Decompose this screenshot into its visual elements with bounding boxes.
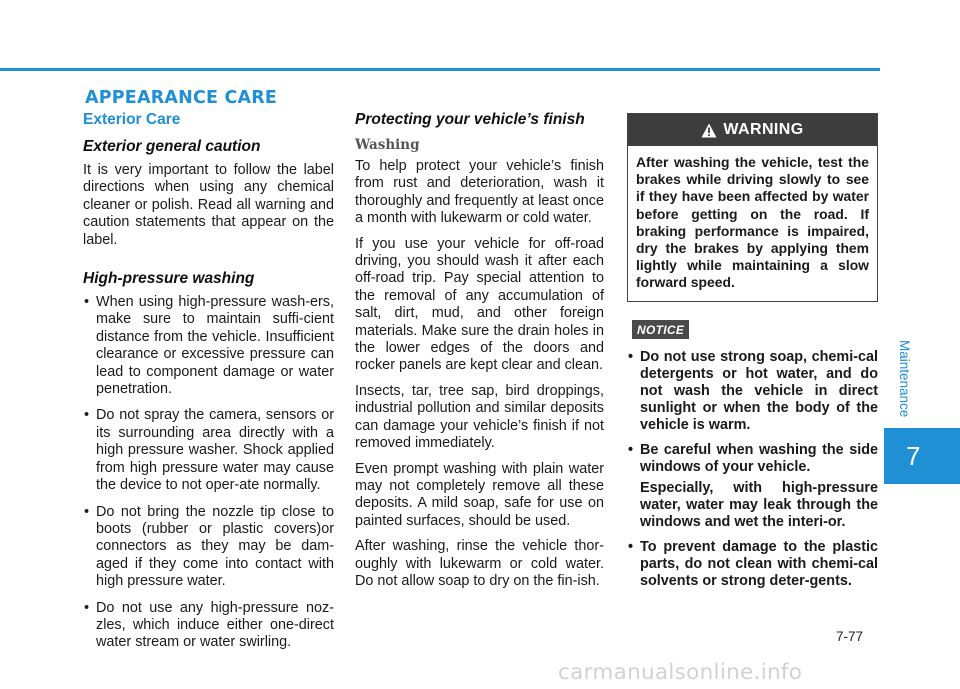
exterior-care-heading: Exterior Care (83, 111, 181, 128)
rinse-paragraph: After washing, rinse the vehicle thor-oughly with lukewarm or cold water. Do not allow soap to dry on the fin-ish. (355, 538, 604, 589)
chapter-tab: 7 (884, 428, 960, 484)
column-left (83, 111, 334, 661)
column-middle (355, 110, 604, 598)
page-number: 7-77 (836, 629, 864, 644)
high-pressure-washing-heading: High-pressure washing (83, 270, 255, 288)
warning-box (627, 113, 878, 302)
list-item: • Do not bring the nozzle tip close to boots (rubber or plastic covers)or connectors as they may be dam-aged if they come into contact with high pressure water. (83, 504, 334, 591)
list-item: • When using high-pressure wash-ers, make sure to maintain suffi-cient distance from the vehicle. Insufficient clearance or excessive pressure can lead to component damage or water penetration. (83, 294, 334, 398)
notice-item-text: Be careful when washing the side windows of your vehicle. (640, 441, 878, 475)
washing-paragraph: To help protect your vehicle’s finish from rust and deterioration, wash it thoroughly and frequently at least once a month with lukewarm or cold water. (355, 158, 604, 227)
warning-text: After washing the vehicle, test the brakes while driving slowly to see if they have been affected by water before getting on the road. If braking performance is impaired, dry the brakes by applying them lightly while maintaining a slow forward speed. (636, 154, 869, 291)
mild-soap-paragraph: Even prompt washing with plain water may not completely remove all these deposits. A mild soap, safe for use on painted surfaces, should be used. (355, 460, 604, 529)
notice-item-subtext: Especially, with high-pressure water, water may leak through the windows and wet the interi-or. (640, 480, 878, 531)
top-rule (0, 68, 880, 71)
exterior-general-caution-heading: Exterior general caution (83, 138, 261, 155)
offroad-paragraph: If you use your vehicle for off-road driving, you should wash it after each off-road trip. Pay special attention to the removal of any accumulation of salt, dirt, mud, and other foreign materials. Make sure the drain holes in the lower edges of the doors and rocker panels are kept clear and clean. (355, 235, 604, 374)
protecting-finish-heading: Protecting your vehicle’s finish (355, 111, 585, 128)
list-item: • Do not use strong soap, chemi-cal detergents or hot water, and do not wash the vehicle in direct sunlight or when the body of the vehicle is warm. (627, 349, 878, 435)
warning-label: WARNING (723, 121, 804, 138)
deposits-paragraph: Insects, tar, tree sap, bird droppings, industrial pollution and similar deposits can damage your vehicle’s finish if not removed immediately. (355, 382, 604, 452)
list-item: • Do not use any high-pressure noz-zles, which induce either one-direct water stream or water swirling. (83, 600, 334, 652)
section-title: APPEARANCE CARE (85, 88, 278, 108)
washing-heading: Washing (355, 137, 420, 153)
list-item: • Do not spray the camera, sensors or its surrounding area directly with a high pressure washer. Shock applied from high pressure water may cause the device to not oper-ate normally. (83, 407, 334, 494)
notice-list (627, 349, 878, 591)
warning-triangle-icon (701, 123, 717, 138)
sidebar-chapter-label: Maintenance (897, 340, 912, 418)
high-pressure-list (83, 294, 334, 652)
list-item: • To prevent damage to the plastic parts, do not clean with chemi-cal solvents or strong deter-gents. (627, 539, 878, 591)
list-item (627, 442, 878, 532)
column-right (627, 113, 878, 597)
watermark: carmanualsonline.info (558, 660, 803, 685)
general-caution-paragraph: It is very important to follow the label directions when using any chemical cleaner or polish. Read all warning and caution statements that appear on the label. (83, 162, 334, 248)
warning-header (628, 114, 877, 146)
notice-badge: NOTICE (632, 320, 689, 339)
